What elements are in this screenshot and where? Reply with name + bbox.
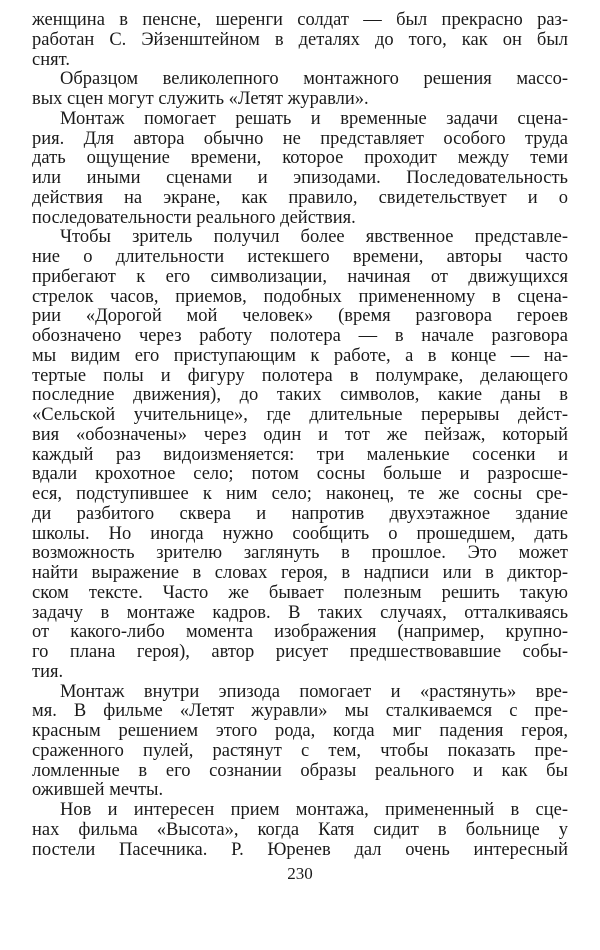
- text-line: ди разбитого сквера и напротив двухэтажное здание: [32, 503, 568, 524]
- text-line: школы. Но иногда нужно сообщить о прошедшем, дать: [32, 523, 568, 544]
- text-line: найти выражение в словах героя, в надписи или в диктор-: [32, 563, 568, 583]
- text-line: обозначено через работу полотера — в начале разговора: [32, 326, 568, 346]
- text-line: женщина в пенсне, шеренги солдат — был прекрасно раз-: [32, 10, 568, 30]
- paragraph: [32, 110, 568, 229]
- text-line: рии «Дорогой мой человек» (время разговора героев: [32, 306, 568, 327]
- text-line: тия.: [32, 661, 64, 682]
- text-line: го плана героя), автор рисует предшествовавшие собы-: [32, 642, 568, 662]
- text-line: Образцом великолепного монтажного решения массо-: [60, 69, 568, 90]
- text-line: сраженного пулей, растянут с тем, чтобы показать пре-: [32, 740, 568, 761]
- text-line: возможность зрителю заглянуть в прошлое. Это может: [32, 543, 568, 564]
- paragraph: [32, 683, 568, 802]
- text-line: ожившей мечты.: [32, 780, 164, 801]
- text-line: каждый раз видоизменяется: три маленькие сосенки и: [32, 444, 568, 465]
- text-line: Монтаж внутри эпизода помогает и «растянуть» вре-: [60, 681, 568, 702]
- page-body: [32, 11, 568, 860]
- text-line: мя. В фильме «Летят журавли» мы сталкиваемся с пре-: [32, 701, 568, 722]
- text-line: Чтобы зритель получил более явственное представле-: [60, 227, 568, 248]
- text-line: ломленные в его сознании образы реального и как бы: [32, 760, 568, 781]
- text-line: постели Пасечника. Р. Юренев дал очень интересный: [32, 839, 568, 860]
- text-line: ние о длительности истекшего времени, авторы часто: [32, 247, 568, 267]
- paragraph: [32, 228, 568, 682]
- text-line: работан С. Эйзенштейном в деталях до того, как он был: [32, 29, 568, 50]
- page-number: 230: [287, 864, 313, 883]
- text-line: «Сельской учительнице», где длительные перерывы дейст-: [32, 405, 568, 425]
- text-line: задачу в монтаже кадров. В таких случаях, отталкиваясь: [32, 602, 568, 623]
- text-line: ском тексте. Часто же бывает полезным решить такую: [32, 582, 568, 603]
- text-line: нах фильма «Высота», когда Катя сидит в больнице у: [32, 819, 568, 840]
- paragraph: [32, 11, 568, 70]
- text-line: от какого-либо момента изображения (например, крупно-: [32, 622, 568, 643]
- text-line: вых сцен могут служить «Летят журавли».: [32, 89, 369, 109]
- paragraph: [32, 70, 568, 110]
- text-line: тертые полы и фигуру полотера в полумраке, делающего: [32, 365, 568, 386]
- text-line: снят.: [32, 49, 70, 70]
- text-line: последовательности реального действия.: [32, 207, 356, 228]
- text-line: красным решением этого рода, когда миг падения героя,: [32, 721, 568, 741]
- text-line: стрелок часов, приемов, подобных примененному в сцена-: [32, 286, 568, 307]
- text-line: или иными сценами и эпизодами. Последовательность: [32, 168, 568, 188]
- text-line: мы видим его приступающим к работе, а в конце — на-: [32, 345, 568, 366]
- text-line: дать ощущение времени, которое проходит между теми: [32, 148, 568, 169]
- text-line: действия на экране, как правило, свидетельствует и о: [32, 187, 568, 208]
- text-line: вдали крохотное село; потом сосны больше и разросше-: [32, 464, 568, 485]
- text-line: Монтаж помогает решать и временные задачи сцена-: [60, 108, 568, 129]
- text-line: прибегают к его символизации, начиная от движущихся: [32, 266, 568, 287]
- text-line: последние движения), до таких символов, какие даны в: [32, 385, 568, 406]
- text-line: рия. Для автора обычно не представляет особого труда: [32, 128, 568, 149]
- text-line: вия «обозначены» через один и тот же пейзаж, который: [32, 424, 568, 445]
- paragraph: [32, 801, 568, 860]
- text-line: Нов и интересен прием монтажа, примененный в сце-: [60, 800, 568, 820]
- text-line: еся, подступившее к ним село; наконец, те же сосны сре-: [32, 484, 568, 504]
